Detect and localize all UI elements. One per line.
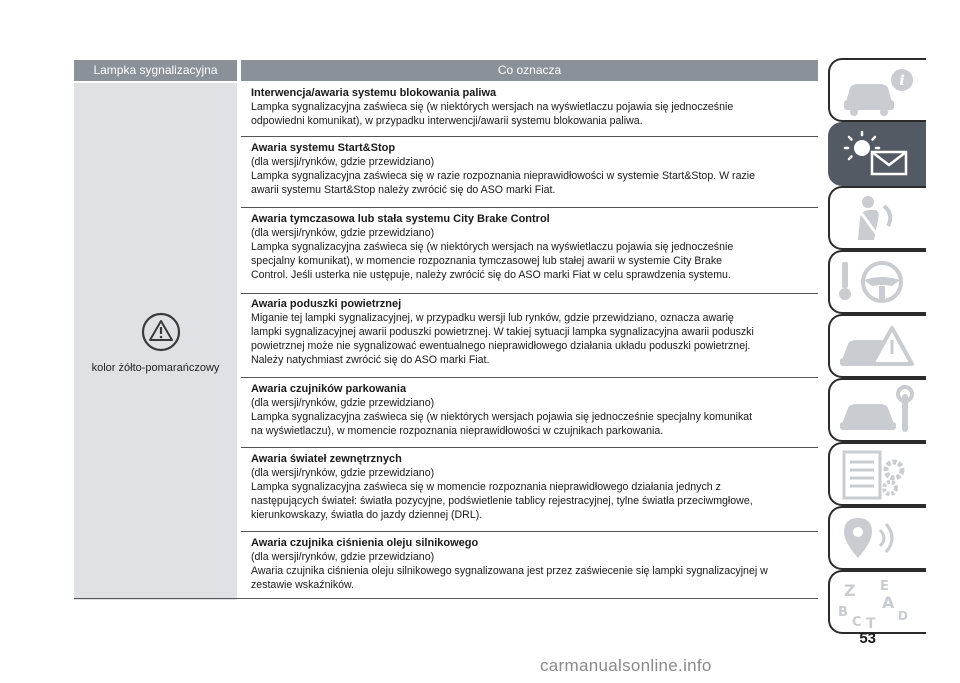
entry-line: (dla wersji/rynków, gdzie przewidziano): [251, 156, 435, 168]
entry-line: (dla wersji/rynków, gdzie przewidziano): [251, 397, 435, 409]
spec-sheet-gears-icon: [836, 448, 926, 502]
entry-parking-sensors: [251, 382, 815, 438]
tab-starting[interactable]: [828, 250, 926, 314]
tab-technical-data[interactable]: [828, 442, 926, 506]
column-header-lamp: Lampka sygnalizacyjna: [74, 60, 237, 81]
key-steering-wheel-icon: [836, 256, 926, 310]
entry-line: (dla wersji/rynków, gdzie przewidziano): [251, 467, 435, 479]
entry-line: Lampka sygnalizacyjna zaświeca się (w niektórych wersjach pojawia się jednocześnie specjalny komunikat: [251, 411, 753, 423]
index-letter: C: [852, 615, 862, 630]
tab-maintenance[interactable]: [828, 378, 926, 442]
lamp-color-label: kolor żółto-pomarańczowy: [91, 362, 220, 374]
entry-divider: [241, 447, 818, 448]
media-navigation-icon: [836, 512, 926, 566]
index-letter: D: [898, 609, 908, 623]
entry-divider: [241, 377, 818, 378]
entry-line: Należy natychmiast zwrócić się do ASO marki Fiat.: [251, 354, 490, 366]
car-warning-triangle-icon: [836, 320, 926, 374]
lamp-column: [74, 83, 237, 600]
entry-divider: [241, 136, 818, 137]
entry-oil-pressure: [251, 536, 815, 592]
entry-line: na wyświetlaczu), w momencie rozpoznania nieprawidłowości w czujnikach parkowania.: [251, 425, 664, 437]
entry-line: następujących świateł: światła pozycyjne, podświetlenie tablicy rejestracyjnej, tylne światła przeciwmgłowe,: [251, 495, 753, 507]
car-info-icon: [836, 64, 926, 118]
entry-line: odpowiedni komunikat), w przypadku interwencji/awarii systemu blokowania paliwa.: [251, 115, 643, 127]
column-header-meaning: Co oznacza: [241, 60, 818, 81]
page-number: 53: [859, 630, 876, 647]
entry-title: Awaria poduszki powietrznej: [251, 298, 402, 310]
index-letter: T: [866, 616, 876, 630]
entry-start-stop: [251, 141, 815, 197]
index-letter: B: [838, 605, 848, 620]
entry-title: Awaria świateł zewnętrznych: [251, 453, 402, 465]
entry-line: Lampka sygnalizacyjna zaświeca się w razie rozpoznania nieprawidłowości w systemie Start&Stop. W razie: [251, 170, 756, 182]
tab-multimedia[interactable]: [828, 506, 926, 570]
entry-line: awarii systemu Start&Stop należy zwrócić się do ASO marki Fiat.: [251, 184, 556, 196]
car-wrench-icon: [836, 384, 926, 438]
index-letter: A: [882, 593, 895, 612]
table-bottom-rule: [74, 598, 818, 599]
entry-line: Control. Jeśli usterka nie ustępuje, należy zwrócić się do ASO marki Fiat w celu sprawdzenia systemu.: [251, 269, 731, 281]
entry-line: Awaria czujnika ciśnienia oleju silnikowego sygnalizowana jest przez zaświecenie się lampki sygnalizacyjnej w: [251, 565, 768, 577]
tab-index[interactable]: [828, 570, 926, 634]
meaning-column: [241, 83, 818, 600]
general-warning-lamp-icon: [141, 312, 181, 352]
svg-text:i: i: [899, 73, 905, 89]
entry-title: Awaria systemu Start&Stop: [251, 142, 396, 154]
warning-lights-table: [74, 60, 818, 600]
warning-light-envelope-icon: [836, 128, 926, 182]
entry-airbag: [251, 297, 815, 367]
entry-divider: [241, 531, 818, 532]
entry-line: powietrznej może nie sygnalizować ewentualnego nieprawidłowego działania układu poduszki powietrznej.: [251, 340, 751, 352]
entry-title: Awaria tymczasowa lub stała systemu City Brake Control: [251, 213, 550, 225]
entry-line: Lampka sygnalizacyjna zaświeca się (w niektórych wersjach na wyświetlaczu pojawia się jednocześnie: [251, 241, 734, 253]
watermark: carmanualsonline.info: [540, 656, 712, 675]
seatbelt-airbag-icon: [836, 192, 926, 246]
entry-title: Interwencja/awaria systemu blokowania paliwa: [251, 87, 497, 99]
entry-divider: [241, 293, 818, 294]
entry-line: Lampka sygnalizacyjna zaświeca się w momencie rozpoznania nieprawidłowego działania jednych z: [251, 481, 721, 493]
entry-fuel-block: [251, 86, 815, 128]
entry-title: Awaria czujnika ciśnienia oleju silnikowego: [251, 537, 479, 549]
entry-line: Miganie tej lampki sygnalizacyjnej, w przypadku wersji lub rynków, gdzie przewidziano, oznacza awarię: [251, 312, 734, 324]
entry-exterior-lights: [251, 452, 815, 522]
index-letter: Z: [844, 581, 856, 600]
entry-line: Lampka sygnalizacyjna zaświeca się (w niektórych wersjach na wyświetlaczu pojawia się jednocześnie: [251, 101, 734, 113]
entry-line: (dla wersji/rynków, gdzie przewidziano): [251, 227, 435, 239]
index-letter: E: [880, 579, 889, 594]
tab-emergency[interactable]: [828, 314, 926, 378]
entry-title: Awaria czujników parkowania: [251, 383, 407, 395]
tab-warning-lights[interactable]: [828, 122, 926, 186]
entry-line: kierunkowskazy, światła do jazdy dziennej (DRL).: [251, 509, 483, 521]
entry-city-brake: [251, 212, 815, 282]
entry-line: lampki sygnalizacyjnej awarii poduszki powietrznej. W takiej sytuacji lampka sygnalizacyjna awarii poduszki: [251, 326, 754, 338]
tab-car-info[interactable]: [828, 58, 926, 122]
entry-divider: [241, 207, 818, 208]
entry-line: zestawie wskaźników.: [251, 579, 355, 591]
alphabet-index-icon: [836, 576, 926, 630]
tab-safety[interactable]: [828, 186, 926, 250]
entry-line: specjalny komunikat), w momencie rozpoznania tymczasowej lub stałej awarii w systemie City Brake: [251, 255, 723, 267]
entry-line: (dla wersji/rynków, gdzie przewidziano): [251, 551, 435, 563]
